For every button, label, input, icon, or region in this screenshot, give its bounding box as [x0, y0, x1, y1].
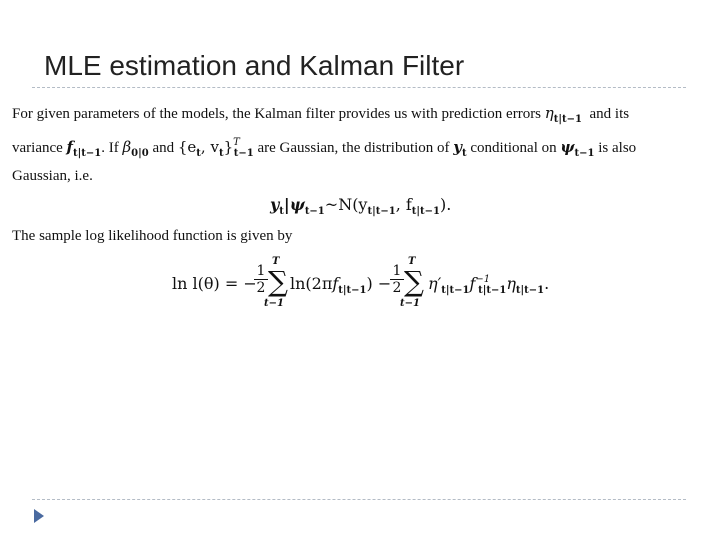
math-psi: $\psi_{t-1}$	[560, 138, 595, 159]
math-f: $f_{t|t-1}$	[66, 138, 102, 159]
equation-conditional-distribution: $y_t|\psi_{t-1}\sim N(y_{t|t-1}$, $f_{t|t-1}$).	[270, 195, 452, 217]
body-line-1	[12, 104, 629, 125]
sum-1-icon: ∑	[268, 265, 288, 298]
text-p1-a: For given parameters of the models, the Kalman filter provides us with prediction errors	[12, 106, 542, 122]
text-p1-b: and its	[589, 106, 630, 122]
footer-divider	[32, 499, 686, 500]
text-p2-d: are Gaussian, the distribution of	[257, 140, 450, 156]
text-p2-b: . If	[101, 140, 119, 156]
text-p2-e: conditional on	[470, 140, 557, 156]
body-line-2	[12, 137, 636, 159]
eq-ln-term: $\ln(2\pi f_{t|t-1})$ −	[290, 274, 392, 296]
title-divider	[32, 87, 686, 88]
sum-1-lower: t−1	[264, 298, 284, 309]
math-eta: $\eta_{t|t-1}$	[544, 104, 582, 125]
math-y: $y_t$	[453, 138, 467, 159]
equation-log-likelihood	[172, 258, 592, 318]
eq-quadratic-term: $\eta'_{t|t-1}f^{-1}_{t|t-1}\eta_{t|t-1}$.	[428, 274, 550, 296]
next-slide-arrow-icon[interactable]	[34, 509, 44, 523]
body-line-4: The sample log likelihood function is given by	[12, 228, 293, 244]
text-p2-f: is also	[598, 140, 637, 156]
slide-title: MLE estimation and Kalman Filter	[44, 50, 465, 81]
eq-fraction-1: $\frac{1}{2}$	[254, 264, 268, 297]
sum-2-icon: ∑	[404, 265, 424, 298]
eq-lhs: ln l(θ) = −	[172, 274, 257, 293]
text-p2-a: variance	[12, 140, 63, 156]
sum-2-upper: T	[408, 256, 416, 267]
text-p2-c: and	[152, 140, 175, 156]
sum-2-lower: t−1	[400, 298, 420, 309]
eq-fraction-2: $\frac{1}{2}$	[390, 264, 404, 297]
math-beta: $\beta_{0|0}$	[122, 138, 149, 159]
math-set: {$e_t$, $v_t\}^T_{t-1}$	[177, 137, 254, 159]
body-line-3: Gaussian, i.e.	[12, 168, 93, 184]
sum-1-upper: T	[272, 256, 280, 267]
